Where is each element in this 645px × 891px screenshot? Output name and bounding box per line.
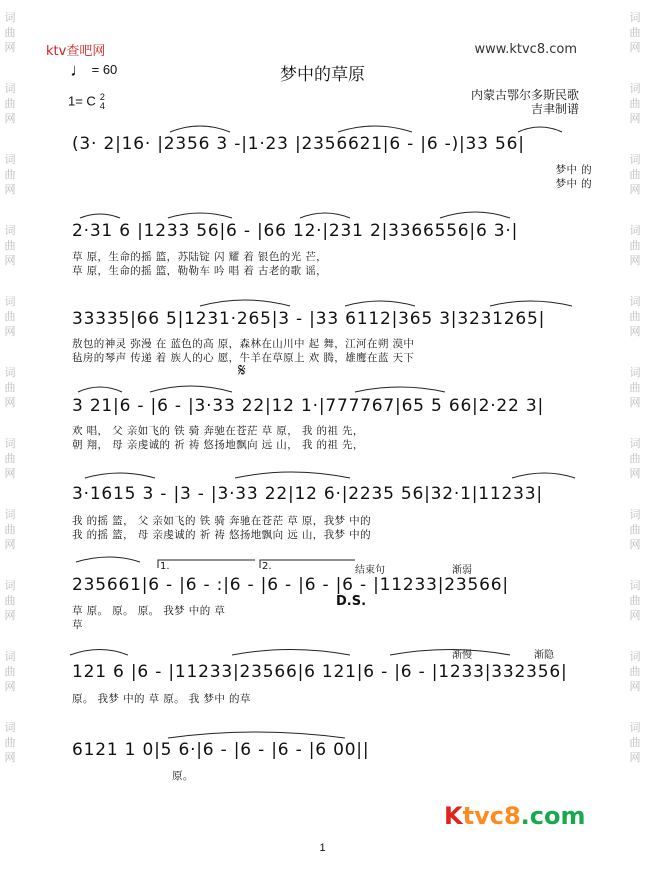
side-watermark: 词曲网 — [629, 508, 641, 551]
slur — [300, 213, 350, 218]
time-top: 2 — [99, 92, 105, 102]
side-watermark: 词曲网 — [4, 82, 16, 125]
slur — [235, 472, 350, 478]
slur — [440, 212, 510, 218]
slur — [80, 214, 120, 218]
dim-label: 渐弱 — [452, 565, 472, 576]
rit-label: 渐慢 — [452, 650, 472, 661]
tempo-value: = 60 — [91, 62, 118, 77]
ds-mark: D.S. — [336, 594, 367, 609]
side-watermark: 词曲网 — [629, 366, 641, 409]
notation-row-4: 3 21|6 - |6 - |3·33 22|12 1·|777767|65 5 66|2·22 3| — [72, 396, 544, 416]
key-label: 1= C — [68, 93, 96, 109]
side-watermark: 词曲网 — [4, 721, 16, 764]
side-watermark: 词曲网 — [4, 295, 16, 338]
side-watermark: 词曲网 — [4, 650, 16, 693]
side-watermark: 词曲网 — [629, 437, 641, 480]
side-watermark: 词曲网 — [629, 650, 641, 693]
lyric-line-3a: 敖包的神灵 弥漫 在 蓝色的高 原，森林在山川中 起 舞，江河在朔 漠中 — [72, 338, 415, 350]
lyric-line-6a: 草 原。 原。 原。 我梦 中的 草 — [72, 605, 226, 617]
lyric-line-7: 原。 我梦 中的 草 原。 我 梦中 的草 — [72, 693, 251, 705]
lyric-line-2b: 草 原，生命的摇 篮，勒勒车 吟 唱 着 古老的歌 谣， — [72, 265, 328, 277]
slur — [232, 650, 350, 656]
time-bottom: 4 — [99, 101, 105, 111]
side-watermark: 词曲网 — [629, 721, 641, 764]
slur — [345, 301, 415, 306]
side-watermark: 词曲网 — [4, 224, 16, 267]
slur — [70, 650, 128, 656]
song-origin: 内蒙古鄂尔多斯民歌 — [470, 88, 579, 102]
fine-label: 结束句 — [355, 565, 385, 576]
side-watermark: 词曲网 — [4, 508, 16, 551]
slur — [355, 387, 445, 392]
lyric-line-6b: 草 — [72, 619, 83, 631]
volta-2-label: 2. — [262, 561, 272, 572]
side-watermark: 词曲网 — [4, 11, 16, 54]
side-watermark: 词曲网 — [629, 153, 641, 196]
slur — [518, 127, 562, 132]
arranger: 吉聿制谱 — [530, 102, 579, 116]
side-watermark: 词曲网 — [4, 366, 16, 409]
site-logo-text: ktv查吧网 — [46, 44, 106, 59]
lyric-line-1b: 梦中 的 — [555, 178, 592, 190]
segno-icon: 𝄋 — [238, 360, 246, 381]
lyric-line-2a: 草 原，生命的摇 篮，苏陆锭 闪 耀 着 银色的光 芒， — [72, 251, 328, 263]
page-number: 1 — [319, 842, 326, 854]
side-watermark: 词曲网 — [629, 295, 641, 338]
slur — [76, 557, 140, 562]
notation-row-8: 6121 1 0|5 6·|6 - |6 - |6 - |6 00|| — [72, 740, 370, 760]
notation-row-3: 33335|66 5|1231·265|3 - |33 6112|365 3|3231265| — [72, 309, 546, 329]
lyric-line-5b: 我 的摇 篮， 母 亲虔诚的 祈 祷 悠扬地飘向 远 山，我梦 中的 — [72, 529, 371, 541]
slur — [78, 387, 122, 392]
volta-bracket-1 — [158, 560, 255, 568]
side-watermark: 词曲网 — [4, 579, 16, 622]
notation-row-2: 2·31 6 |1233 56|6 - |66 12·|231 2|3366556|6 3·| — [72, 221, 519, 241]
lyric-line-4b: 朝 翔， 母 亲虔诚的 祈 祷 悠扬地飘向 远 山， 我 的祖 先， — [72, 439, 364, 451]
slur — [170, 126, 230, 132]
side-watermark: 词曲网 — [629, 82, 641, 125]
slur — [390, 650, 510, 656]
notation-row-6: 235661|6 - |6 - :|6 - |6 - |6 - |6 - |11233|23566| — [72, 575, 509, 595]
lyric-line-1a: 梦中 的 — [555, 164, 592, 176]
notation-row-5: 3·1615 3 - |3 - |3·33 22|12 6·|2235 56|32·1|11233| — [72, 484, 543, 504]
side-watermark: 词曲网 — [4, 153, 16, 196]
side-watermark: 词曲网 — [629, 224, 641, 267]
side-watermark: 词曲网 — [629, 11, 641, 54]
brand-logo: Ktvc8.com — [444, 802, 586, 830]
site-url[interactable]: www.ktvc8.com — [474, 42, 577, 57]
notation-row-7: 121 6 |6 - |11233|23566|6 121|6 - |6 - |1233|332356| — [72, 662, 568, 682]
fade-label: 渐隐 — [534, 650, 554, 661]
slur — [168, 213, 232, 218]
slur — [512, 473, 575, 478]
side-watermark: 词曲网 — [629, 579, 641, 622]
notation-row-1: (3· 2|16· |2356 3 -|1·23 |2356621|6 - |6 -)|33 56| — [72, 134, 525, 154]
slur — [490, 301, 572, 306]
song-title: 梦中的草原 — [280, 65, 365, 85]
volta-1-label: 1. — [160, 561, 170, 572]
slur — [168, 732, 345, 738]
volta-brackets — [158, 560, 355, 568]
slur — [338, 126, 412, 132]
quarter-note-icon: ♩ — [70, 60, 88, 80]
slur — [150, 386, 232, 392]
volta-bracket-2 — [260, 560, 355, 568]
slur — [200, 300, 290, 306]
lyric-line-8: 原。 — [172, 770, 194, 782]
slur — [85, 473, 155, 478]
lyric-line-4a: 欢 唱， 父 亲如飞的 铁 骑 奔驰在苍茫 草 原， 我 的祖 先， — [72, 425, 364, 437]
side-watermark: 词曲网 — [4, 437, 16, 480]
lyric-line-3b: 毡房的琴声 传递 着 族人的心 愿，牛羊在草原上 欢 腾，雄鹰在蓝 天下 — [72, 352, 415, 364]
lyric-line-5a: 我 的摇 篮， 父 亲如飞的 铁 骑 奔驰在苍茫 草 原，我梦 中的 — [72, 515, 371, 527]
